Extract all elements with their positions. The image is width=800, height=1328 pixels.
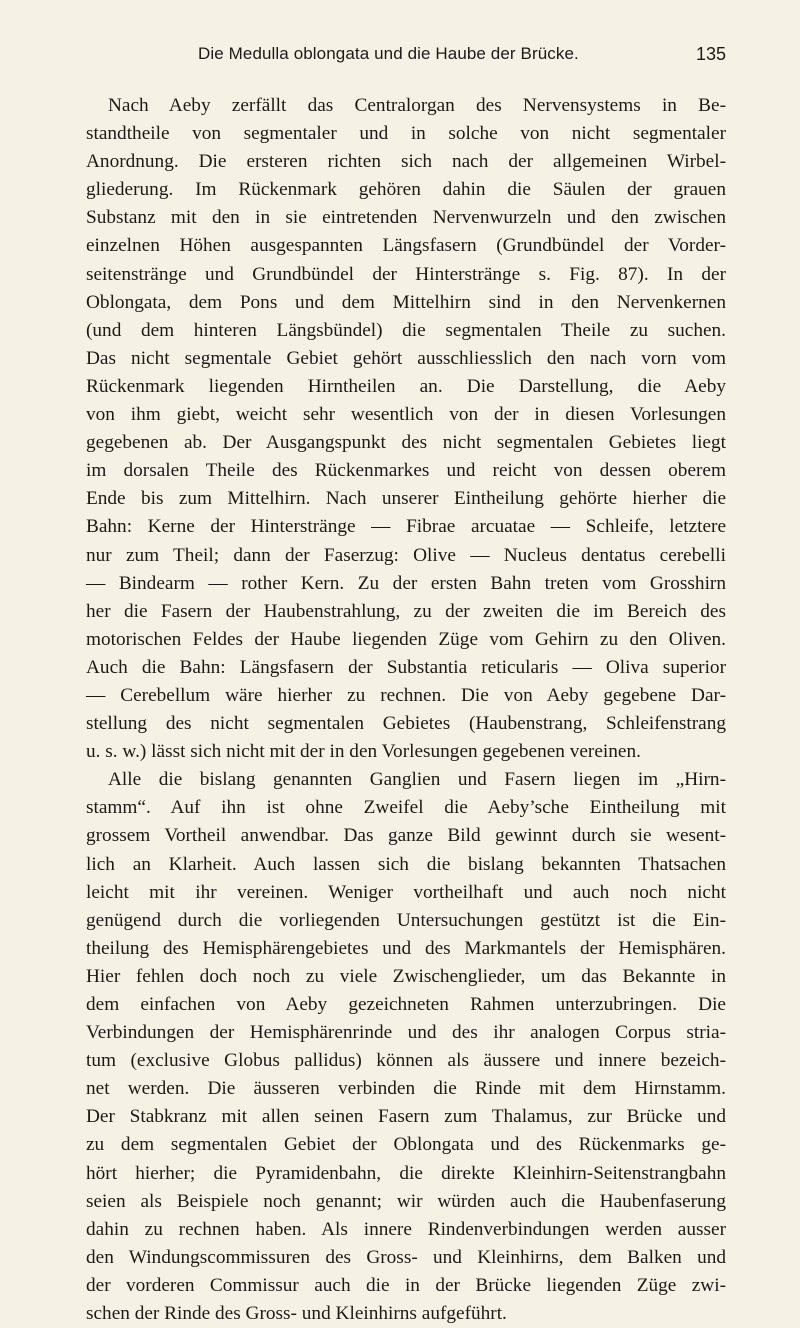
text-line: u. s. w.) lässt sich nicht mit der in den Vorlesungen gegebenen vereinen. — [86, 741, 641, 763]
text-line: Nach Aeby zerfällt das Centralorgan des Nervensystems in Be- — [108, 95, 726, 116]
text-line: standtheile von segmentaler und in solche von nicht segmentaler — [86, 123, 726, 145]
page-number: 135 — [695, 44, 726, 64]
text-line: seien als Beispiele noch genannt; wir würden auch die Haubenfaserung — [86, 1190, 726, 1212]
text-line: nur zum Theil; dann der Faserzug: Olive — Nucleus dentatus cerebelli — [86, 544, 726, 566]
text-line: net werden. Die äusseren verbinden die Rinde mit dem Hirnstamm. — [86, 1078, 726, 1100]
text-line: Oblongata, dem Pons und dem Mittelhirn sind in den Nervenkernen — [86, 291, 726, 313]
body-text — [86, 92, 726, 1328]
text-line: — Cerebellum wäre hierher zu rechnen. Die von Aeby gegebene Dar- — [86, 684, 726, 706]
text-line: schen der Rinde des Gross- und Kleinhirns aufgeführt. — [86, 1303, 507, 1325]
text-line: Bahn: Kerne der Hinterstränge — Fibrae arcuatae — Schleife, letztere — [86, 516, 726, 538]
text-line: dahin zu rechnen haben. Als innere Rindenverbindungen werden ausser — [86, 1218, 726, 1240]
running-title: Die Medulla oblongata und die Haube der Brücke. — [198, 44, 579, 63]
text-line: — Bindearm — rother Kern. Zu der ersten Bahn treten vom Grosshirn — [86, 572, 726, 594]
text-line: im dorsalen Theile des Rückenmarkes und reicht von dessen oberem — [86, 460, 726, 482]
text-line: Das nicht segmentale Gebiet gehört ausschliesslich den nach vorn vom — [86, 347, 726, 369]
page-header — [86, 44, 726, 72]
text-line: grossem Vortheil anwendbar. Das ganze Bild gewinnt durch sie wesent- — [86, 825, 726, 847]
text-line: der vorderen Commissur auch die in der Brücke liegenden Züge zwi- — [86, 1274, 726, 1296]
book-page — [86, 44, 726, 1325]
text-line: von ihm giebt, weicht sehr wesentlich von der in diesen Vorlesungen — [86, 404, 726, 426]
text-line: leicht mit ihr vereinen. Weniger vortheilhaft und auch noch nicht — [86, 881, 726, 903]
text-line: Verbindungen der Hemisphärenrinde und des ihr analogen Corpus stria- — [86, 1022, 726, 1044]
text-line: einzelnen Höhen ausgespannten Längsfasern (Grundbündel der Vorder- — [86, 235, 726, 257]
text-line: gegebenen ab. Der Ausgangspunkt des nicht segmentalen Gebietes liegt — [86, 432, 726, 454]
text-line: Der Stabkranz mit allen seinen Fasern zum Thalamus, zur Brücke und — [86, 1106, 726, 1128]
text-line: Ende bis zum Mittelhirn. Nach unserer Eintheilung gehörte hierher die — [86, 488, 726, 510]
text-line: lich an Klarheit. Auch lassen sich die bislang bekannten Thatsachen — [86, 853, 726, 875]
text-line: Rückenmark liegenden Hirntheilen an. Die Darstellung, die Aeby — [86, 375, 726, 397]
text-line: hört hierher; die Pyramidenbahn, die direkte Kleinhirn-Seitenstrangbahn — [86, 1162, 726, 1184]
text-line: Anordnung. Die ersteren richten sich nach der allgemeinen Wirbel- — [86, 151, 726, 173]
text-line: theilung des Hemisphärengebietes und des Markmantels der Hemisphären. — [86, 937, 726, 959]
text-line: Auch die Bahn: Längsfasern der Substantia reticularis — Oliva superior — [86, 656, 726, 678]
text-line: Substanz mit den in sie eintretenden Nervenwurzeln und den zwischen — [86, 207, 726, 229]
text-line: her die Fasern der Haubenstrahlung, zu der zweiten die im Bereich des — [86, 600, 726, 622]
text-line: tum (exclusive Globus pallidus) können als äussere und innere bezeich- — [86, 1050, 726, 1072]
text-line: stamm“. Auf ihn ist ohne Zweifel die Aeby’sche Eintheilung mit — [86, 797, 726, 819]
text-line: Alle die bislang genannten Ganglien und Fasern liegen im „Hirn- — [108, 769, 726, 791]
text-line: stellung des nicht segmentalen Gebietes (Haubenstrang, Schleifenstrang — [86, 713, 726, 735]
text-line: den Windungscommissuren des Gross- und Kleinhirns, dem Balken und — [86, 1246, 726, 1268]
text-line: Hier fehlen doch noch zu viele Zwischenglieder, um das Bekannte in — [86, 965, 726, 987]
text-line: (und dem hinteren Längsbündel) die segmentalen Theile zu suchen. — [86, 319, 726, 341]
text-line: genügend durch die vorliegenden Untersuchungen gestützt ist die Ein- — [86, 909, 726, 931]
text-line: dem einfachen von Aeby gezeichneten Rahmen unterzubringen. Die — [86, 994, 726, 1015]
text-line: zu dem segmentalen Gebiet der Oblongata und des Rückenmarks ge- — [86, 1134, 726, 1156]
text-line: seitenstränge und Grundbündel der Hinterstränge s. Fig. 87). In der — [86, 263, 726, 285]
text-line: gliederung. Im Rückenmark gehören dahin die Säulen der grauen — [86, 179, 726, 201]
text-line: motorischen Feldes der Haube liegenden Züge vom Gehirn zu den Oliven. — [86, 628, 726, 650]
